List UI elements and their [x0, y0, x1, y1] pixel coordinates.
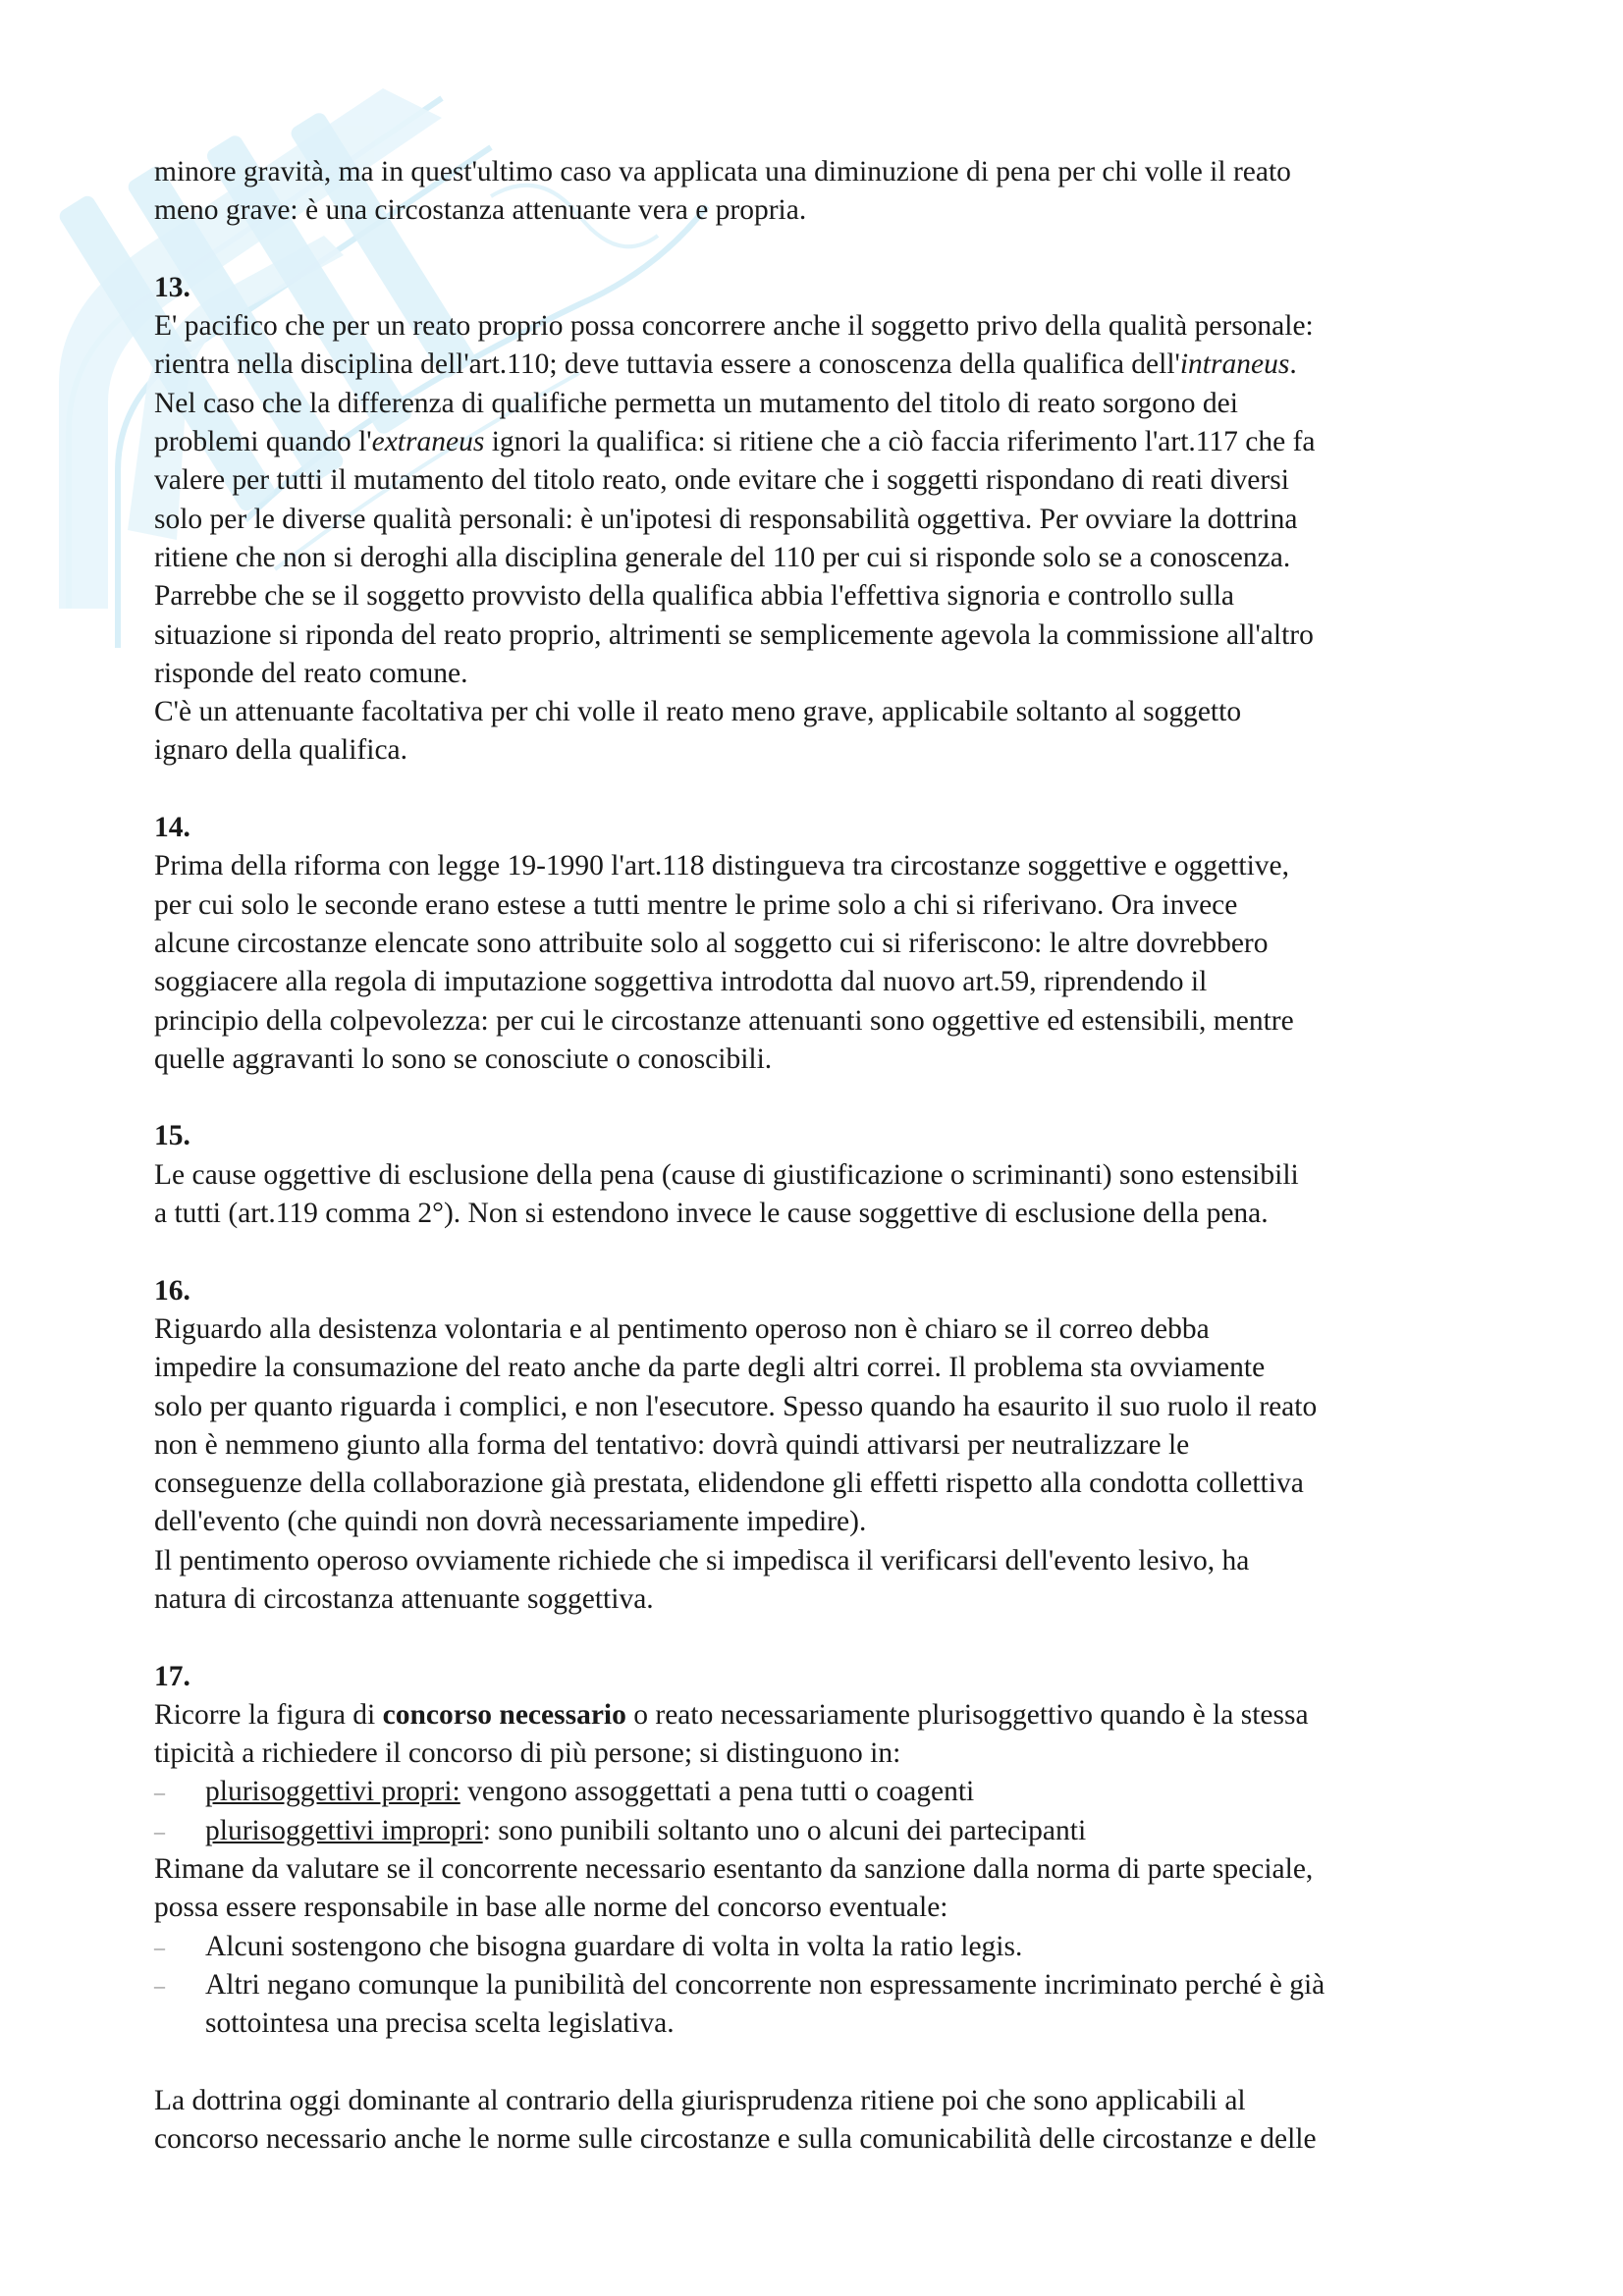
s13-line-2: rientra nella disciplina dell'art.110; deve tuttavia essere a conoscenza della qualifica dell'intraneus. [154, 348, 1297, 381]
s13-line-8: Parrebbe che se il soggetto provvisto della qualifica abbia l'effettiva signoria e controllo sulla [154, 580, 1235, 613]
s16-line-4: non è nemmeno giunto alla forma del tentativo: dovrà quindi attivarsi per neutralizzare le [154, 1428, 1190, 1461]
s13-line-10: risponde del reato comune. [154, 657, 468, 689]
s17-line-5: La dottrina oggi dominante al contrario della giurisprudenza ritiene poi che sono applicabili al [154, 2084, 1246, 2116]
s16-line-2: impedire la consumazione del reato anche da parte degli altri correi. Il problema sta ovviamente [154, 1352, 1266, 1384]
s17-line-3: Rimane da valutare se il concorrente necessario esentanto da sanzione dalla norma di parte speciale, [154, 1853, 1314, 1886]
section-heading-14: 14. [154, 812, 190, 844]
s13-line-1: E' pacifico che per un reato proprio possa concorrere anche il soggetto privo della qualità personale: [154, 310, 1314, 343]
list-marker: – [154, 1780, 165, 1805]
term-extraneus: extraneus [371, 426, 485, 458]
section-heading-16: 16. [154, 1274, 190, 1307]
term-concorso-necessario: concorso necessario [382, 1698, 626, 1731]
s15-line-1: Le cause oggettive di esclusione della pena (cause di giustificazione o scriminanti) sono estensibili [154, 1158, 1299, 1191]
term-intraneus: intraneus [1179, 348, 1290, 381]
s14-line-5: principio della colpevolezza: per cui le circostanze attenuanti sono oggettive ed estensibili, mentre [154, 1004, 1294, 1037]
s13-line-3: Nel caso che la differenza di qualifiche permetta un mutamento del titolo di reato sorgono dei [154, 387, 1238, 419]
s17-line-4: possa essere responsabile in base alle norme del concorso eventuale: [154, 1892, 948, 1924]
s17-line-2: tipicità a richiedere il concorso di più persone; si distinguono in: [154, 1737, 901, 1770]
s14-line-4: soggiacere alla regola di imputazione soggettiva introdotta dal nuovo art.59, riprendendo il [154, 966, 1208, 998]
s14-line-1: Prima della riforma con legge 19-1990 l'art.118 distingueva tra circostanze soggettive e oggettive, [154, 850, 1289, 882]
s16-line-7: Il pentimento operoso ovviamente richiede che si impedisca il verificarsi dell'evento lesivo, ha [154, 1544, 1250, 1576]
list-marker: – [154, 1818, 165, 1843]
s14-line-6: quelle aggravanti lo sono se conosciute o conoscibili. [154, 1042, 773, 1075]
s13-line-5: valere per tutti il mutamento del titolo reato, onde evitare che i soggetti rispondano di reati diversi [154, 464, 1289, 497]
list-item-altri-negano-cont: sottointesa una precisa scelta legislativa. [205, 2007, 675, 2040]
intro-line-1: minore gravità, ma in quest'ultimo caso va applicata una diminuzione di pena per chi volle il reato [154, 156, 1291, 187]
intro-line-2: meno grave: è una circostanza attenuante vera e propria. [154, 194, 807, 227]
s17-line-1: Ricorre la figura di concorso necessario o reato necessariamente plurisoggettivo quando è la stessa [154, 1698, 1309, 1731]
section-heading-13: 13. [154, 271, 190, 303]
s14-line-2: per cui solo le seconde erano estese a tutti mentre le prime solo a chi si riferivano. Ora invece [154, 888, 1238, 921]
s16-line-5: conseguenze della collaborazione già prestata, elidendone gli effetti rispetto alla condotta collettiva [154, 1468, 1304, 1500]
s14-line-3: alcune circostanze elencate sono attribuite solo al soggetto cui si riferiscono: le altre dovrebbero [154, 927, 1269, 959]
s13-line-11: C'è un attenuante facoltativa per chi volle il reato meno grave, applicabile soltanto al soggetto [154, 696, 1242, 728]
s13-line-12: ignaro della qualifica. [154, 734, 408, 767]
s13-line-4: problemi quando l'extraneus ignori la qualifica: si ritiene che a ciò faccia riferimento l'art.117 che fa [154, 426, 1316, 458]
s13-line-7: ritiene che non si deroghi alla disciplina generale del 110 per cui si risponde solo se a conoscenza. [154, 541, 1291, 573]
list-marker: – [154, 1934, 165, 1959]
list-item-altri-negano: – Altri negano comunque la punibilità del concorrente non espressamente incriminato perché è già [154, 1966, 1480, 2004]
s16-line-8: natura di circostanza attenuante soggettiva. [154, 1582, 654, 1615]
s15-line-2: a tutti (art.119 comma 2°). Non si estendono invece le cause soggettive di esclusione della pena. [154, 1198, 1269, 1230]
section-heading-17: 17. [154, 1660, 190, 1692]
s17-line-6: concorso necessario anche le norme sulle circostanze e sulla comunicabilità delle circostanze e delle [154, 2123, 1317, 2156]
list-item-plurisoggettivi-impropri: – plurisoggettivi impropri: sono punibili soltanto uno o alcuni dei partecipanti [154, 1812, 1480, 1850]
document-page [154, 153, 1480, 2159]
s16-line-3: solo per quanto riguarda i complici, e non l'esecutore. Spesso quando ha esaurito il suo ruolo il reato [154, 1390, 1318, 1422]
list-item-ratio-legis: – Alcuni sostengono che bisogna guardare di volta in volta la ratio legis. [154, 1928, 1480, 1966]
list-item-plurisoggettivi-propri: – plurisoggettivi propri: vengono assoggettati a pena tutti o coagenti [154, 1773, 1480, 1811]
s13-line-6: solo per le diverse qualità personali: è un'ipotesi di responsabilità oggettiva. Per ovviare la dottrina [154, 503, 1298, 535]
s16-line-1: Riguardo alla desistenza volontaria e al pentimento operoso non è chiaro se il correo debba [154, 1312, 1210, 1345]
list-marker: – [154, 1972, 165, 1998]
s16-line-6: dell'evento (che quindi non dovrà necessariamente impedire). [154, 1506, 867, 1538]
s13-line-9: situazione si riponda del reato proprio, altrimenti se semplicemente agevola la commissione all'altro [154, 618, 1314, 651]
section-heading-15: 15. [154, 1120, 190, 1152]
